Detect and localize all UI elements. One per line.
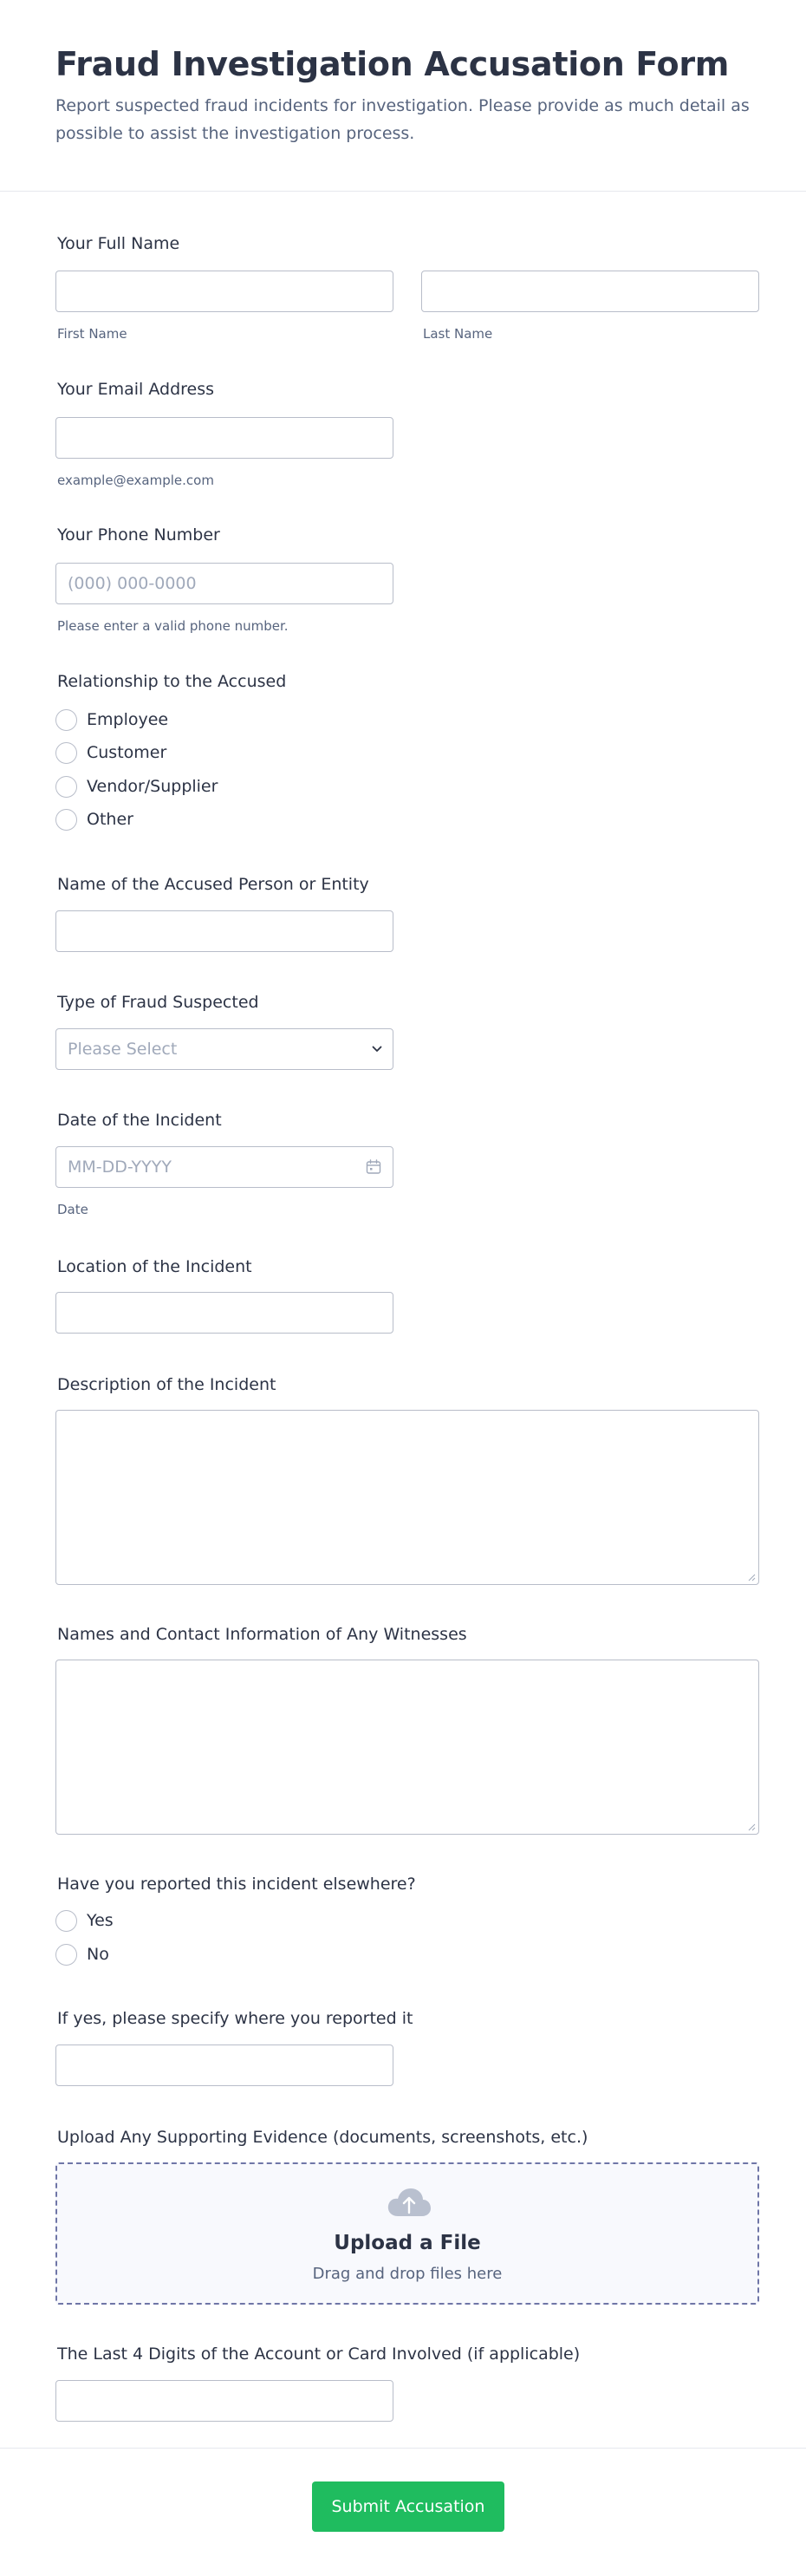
- upload-subtitle: Drag and drop files here: [312, 2265, 503, 2283]
- radio-circle[interactable]: [55, 709, 77, 731]
- radio-circle[interactable]: [55, 776, 77, 798]
- first-name-input[interactable]: [55, 271, 393, 312]
- form-subtitle: Report suspected fraud incidents for investigation. Please provide as much detail as possible to assist the investigation process.: [55, 96, 750, 143]
- evidence-label: Upload Any Supporting Evidence (documents, screenshots, etc.): [57, 2128, 588, 2147]
- reported-elsewhere-label: Have you reported this incident elsewhere?: [57, 1875, 416, 1894]
- accused-name-label: Name of the Accused Person or Entity: [57, 875, 369, 894]
- radio-circle[interactable]: [55, 1910, 77, 1932]
- incident-location-label: Location of the Incident: [57, 1257, 252, 1276]
- email-sublabel: example@example.com: [57, 473, 214, 488]
- radio-label: Vendor/Supplier: [87, 777, 218, 796]
- phone-sublabel: Please enter a valid phone number.: [57, 618, 289, 634]
- fraud-type-label: Type of Fraud Suspected: [57, 993, 259, 1012]
- date-sublabel: Date: [57, 1202, 88, 1217]
- incident-date-input[interactable]: [55, 1146, 393, 1188]
- card-digits-input[interactable]: [55, 2380, 393, 2422]
- description-textarea[interactable]: [55, 1410, 759, 1585]
- upload-title: Upload a File: [334, 2232, 481, 2254]
- witnesses-label: Names and Contact Information of Any Witnesses: [57, 1625, 467, 1644]
- submit-accusation-button[interactable]: Submit Accusation: [312, 2481, 504, 2532]
- phone-input[interactable]: [55, 563, 393, 604]
- form-footer: [0, 2448, 806, 2576]
- relationship-label: Relationship to the Accused: [57, 672, 287, 691]
- description-label: Description of the Incident: [57, 1375, 276, 1394]
- card-digits-label: The Last 4 Digits of the Account or Card Involved (if applicable): [57, 2344, 581, 2364]
- radio-label: Customer: [87, 743, 167, 762]
- radio-circle[interactable]: [55, 742, 77, 764]
- radio-circle[interactable]: [55, 1944, 77, 1966]
- resize-handle-icon[interactable]: [747, 1573, 756, 1581]
- radio-label: Employee: [87, 710, 169, 729]
- file-upload-dropzone[interactable]: [55, 2162, 759, 2305]
- resize-handle-icon[interactable]: [747, 1823, 756, 1831]
- reported-where-label: If yes, please specify where you reported it: [57, 2009, 413, 2028]
- radio-label: No: [87, 1945, 109, 1964]
- full-name-label: Your Full Name: [57, 234, 180, 253]
- radio-label: Yes: [87, 1911, 114, 1930]
- email-label: Your Email Address: [57, 380, 215, 399]
- incident-date-label: Date of the Incident: [57, 1111, 222, 1130]
- form-header: [0, 0, 806, 192]
- radio-circle[interactable]: [55, 809, 77, 831]
- phone-label: Your Phone Number: [57, 525, 220, 545]
- fraud-type-select[interactable]: [55, 1028, 393, 1070]
- last-name-input[interactable]: [421, 271, 759, 312]
- radio-label: Other: [87, 810, 133, 829]
- phone-placeholder: (000) 000-0000: [68, 574, 197, 593]
- incident-location-input[interactable]: [55, 1292, 393, 1334]
- witnesses-textarea[interactable]: [55, 1660, 759, 1835]
- first-name-sublabel: First Name: [57, 326, 127, 342]
- form-title: Fraud Investigation Accusation Form: [55, 45, 730, 83]
- reported-where-input[interactable]: [55, 2044, 393, 2086]
- accused-name-input[interactable]: [55, 910, 393, 952]
- calendar-icon[interactable]: [365, 1158, 382, 1176]
- email-input[interactable]: [55, 417, 393, 459]
- date-placeholder: MM-DD-YYYY: [68, 1158, 172, 1177]
- chevron-down-icon: [372, 1045, 382, 1053]
- last-name-sublabel: Last Name: [423, 326, 493, 342]
- fraud-type-placeholder: Please Select: [68, 1040, 178, 1059]
- cloud-upload-icon: [387, 2187, 432, 2218]
